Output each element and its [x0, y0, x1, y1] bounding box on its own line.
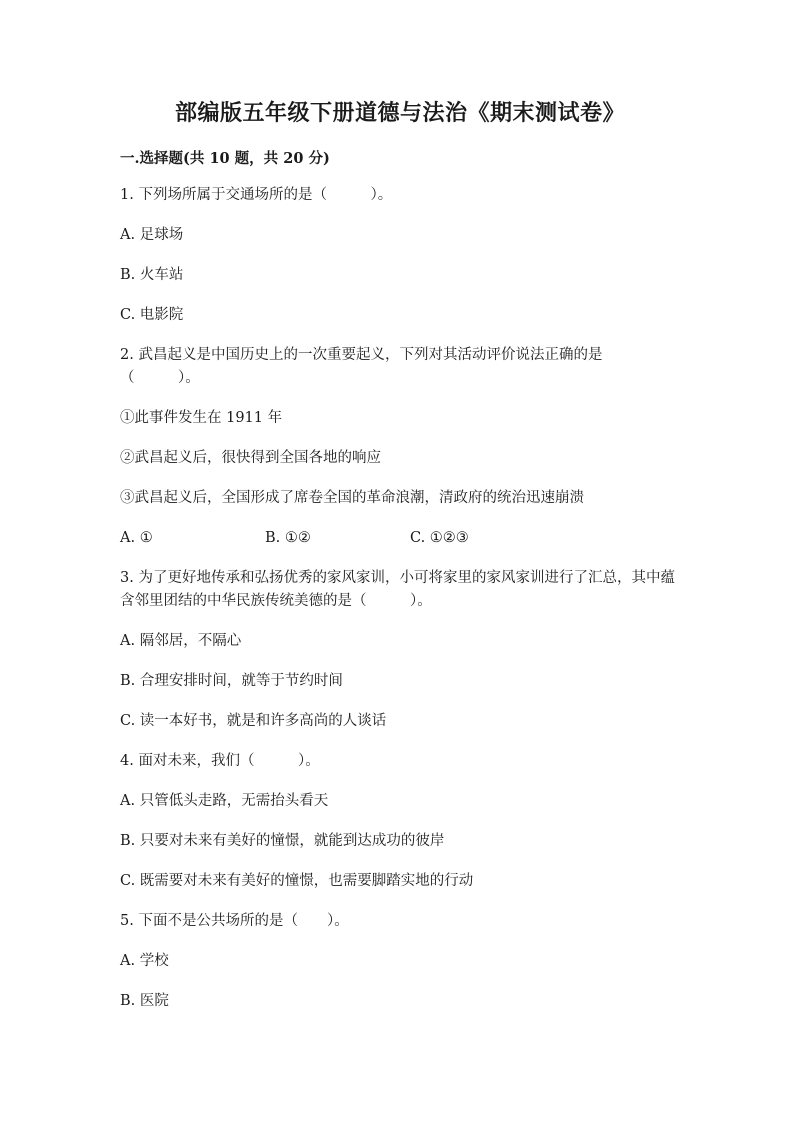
- question-stem: 5. 下面不是公共场所的是（ ）。: [120, 913, 349, 929]
- option-b: B. 火车站: [120, 267, 184, 283]
- question-stem: 3. 为了更好地传承和弘扬优秀的家风家训，小可将家里的家风家训进行了汇总，其中蕴含邻里团结的中华民族传统美德的是（ ）。: [120, 570, 675, 609]
- option-c: C. 读一本好书，就是和许多高尚的人谈话: [120, 713, 387, 729]
- option-c: C. 既需要对未来有美好的憧憬，也需要脚踏实地的行动: [120, 873, 474, 889]
- option-c: C. 电影院: [120, 307, 184, 323]
- question-stem: 4. 面对未来，我们（ ）。: [120, 753, 320, 769]
- statement-3: ③武昌起义后，全国形成了席卷全国的革命浪潮，清政府的统治迅速崩溃: [120, 490, 584, 506]
- question-1: [120, 184, 680, 327]
- question-stem: 1. 下列场所属于交通场所的是（ ）。: [120, 187, 393, 203]
- option-b: B. 只要对未来有美好的憧憬，就能到达成功的彼岸: [120, 833, 445, 849]
- option-b: B. 合理安排时间，就等于节约时间: [120, 673, 343, 689]
- option-a: A. ①: [120, 530, 153, 546]
- option-a: A. 只管低头走路，无需抬头看天: [120, 793, 329, 809]
- option-a: A. 隔邻居，不隔心: [120, 633, 242, 649]
- option-c: C. ①②③: [410, 530, 469, 546]
- statement-1: ①此事件发生在 1911 年: [120, 410, 283, 426]
- question-stem: 2. 武昌起义是中国历史上的一次重要起义，下列对其活动评价说法正确的是（ ）。: [120, 347, 603, 386]
- statement-2: ②武昌起义后，很快得到全国各地的响应: [120, 450, 381, 466]
- page-title: 部编版五年级下册道德与法治《期末测试卷》: [174, 100, 625, 126]
- option-b: B. ①②: [265, 530, 311, 546]
- section-heading: 一.选择题(共 10 题，共 20 分): [120, 150, 330, 167]
- question-4: [120, 750, 680, 893]
- question-3: [120, 567, 680, 733]
- option-a: A. 学校: [120, 953, 169, 969]
- question-2: [120, 344, 680, 550]
- question-5: [120, 910, 680, 1013]
- option-b: B. 医院: [120, 993, 169, 1009]
- option-a: A. 足球场: [120, 227, 184, 243]
- options-row: [120, 527, 680, 550]
